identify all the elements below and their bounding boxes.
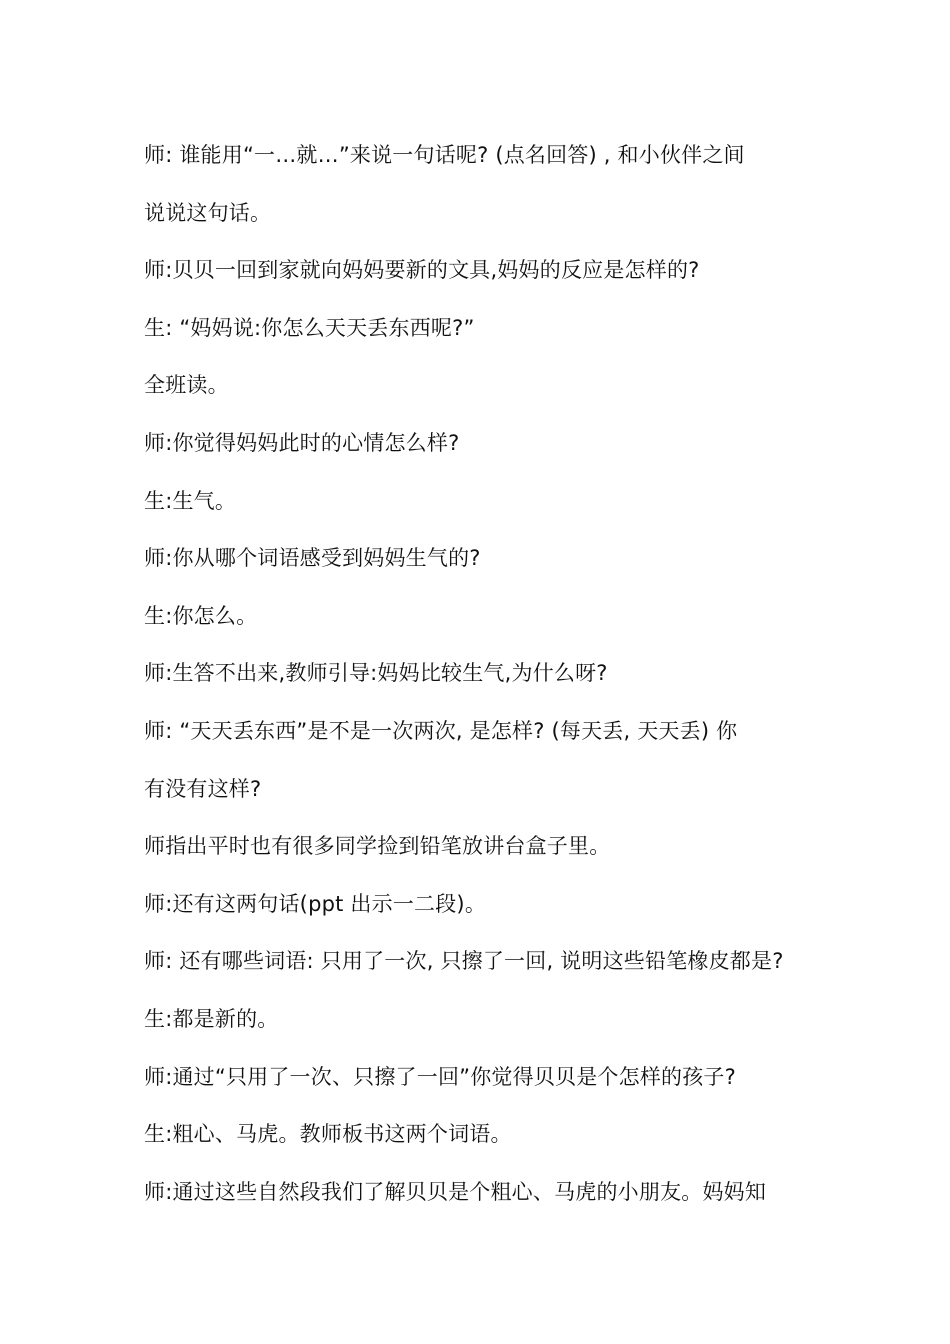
text-line: 师: 还有哪些词语: 只用了一次, 只擦了一回, 说明这些铅笔橡皮都是?	[144, 949, 784, 974]
text-line: 生:都是新的。	[144, 1006, 279, 1031]
text-line: 师:还有这两句话(ppt 出示一二段)。	[144, 891, 487, 916]
text-line: 师:贝贝一回到家就向妈妈要新的文具,妈妈的反应是怎样的?	[144, 258, 700, 283]
text-line: 全班读。	[144, 373, 229, 398]
document-body	[144, 127, 814, 1221]
text-line: 师:通过“只用了一次、只擦了一回”你觉得贝贝是个怎样的孩子?	[144, 1064, 736, 1089]
text-line: 师指出平时也有很多同学捡到铅笔放讲台盒子里。	[144, 834, 611, 859]
text-line: 师:你觉得妈妈此时的心情怎么样?	[144, 430, 460, 455]
text-line: 师:通过这些自然段我们了解贝贝是个粗心、马虎的小朋友。妈妈知	[144, 1179, 767, 1204]
text-line: 师:生答不出来,教师引导:妈妈比较生气,为什么呀?	[144, 661, 608, 686]
text-line: 有没有这样?	[144, 776, 262, 801]
text-line: 师: “天天丢东西”是不是一次两次, 是怎样? (每天丢, 天天丢) 你	[144, 718, 738, 743]
text-line: 师: 谁能用“一…就…”来说一句话呢? (点名回答) , 和小伙伴之间	[144, 143, 745, 167]
text-line: 生:生气。	[144, 488, 237, 513]
text-line: 师:你从哪个词语感受到妈妈生气的?	[144, 546, 481, 571]
text-line: 说说这句话。	[144, 200, 272, 225]
text-line: 生:你怎么。	[144, 603, 258, 628]
text-line: 生: “妈妈说:你怎么天天丢东西呢?”	[144, 315, 475, 340]
text-line: 生:粗心、马虎。教师板书这两个词语。	[144, 1122, 512, 1147]
